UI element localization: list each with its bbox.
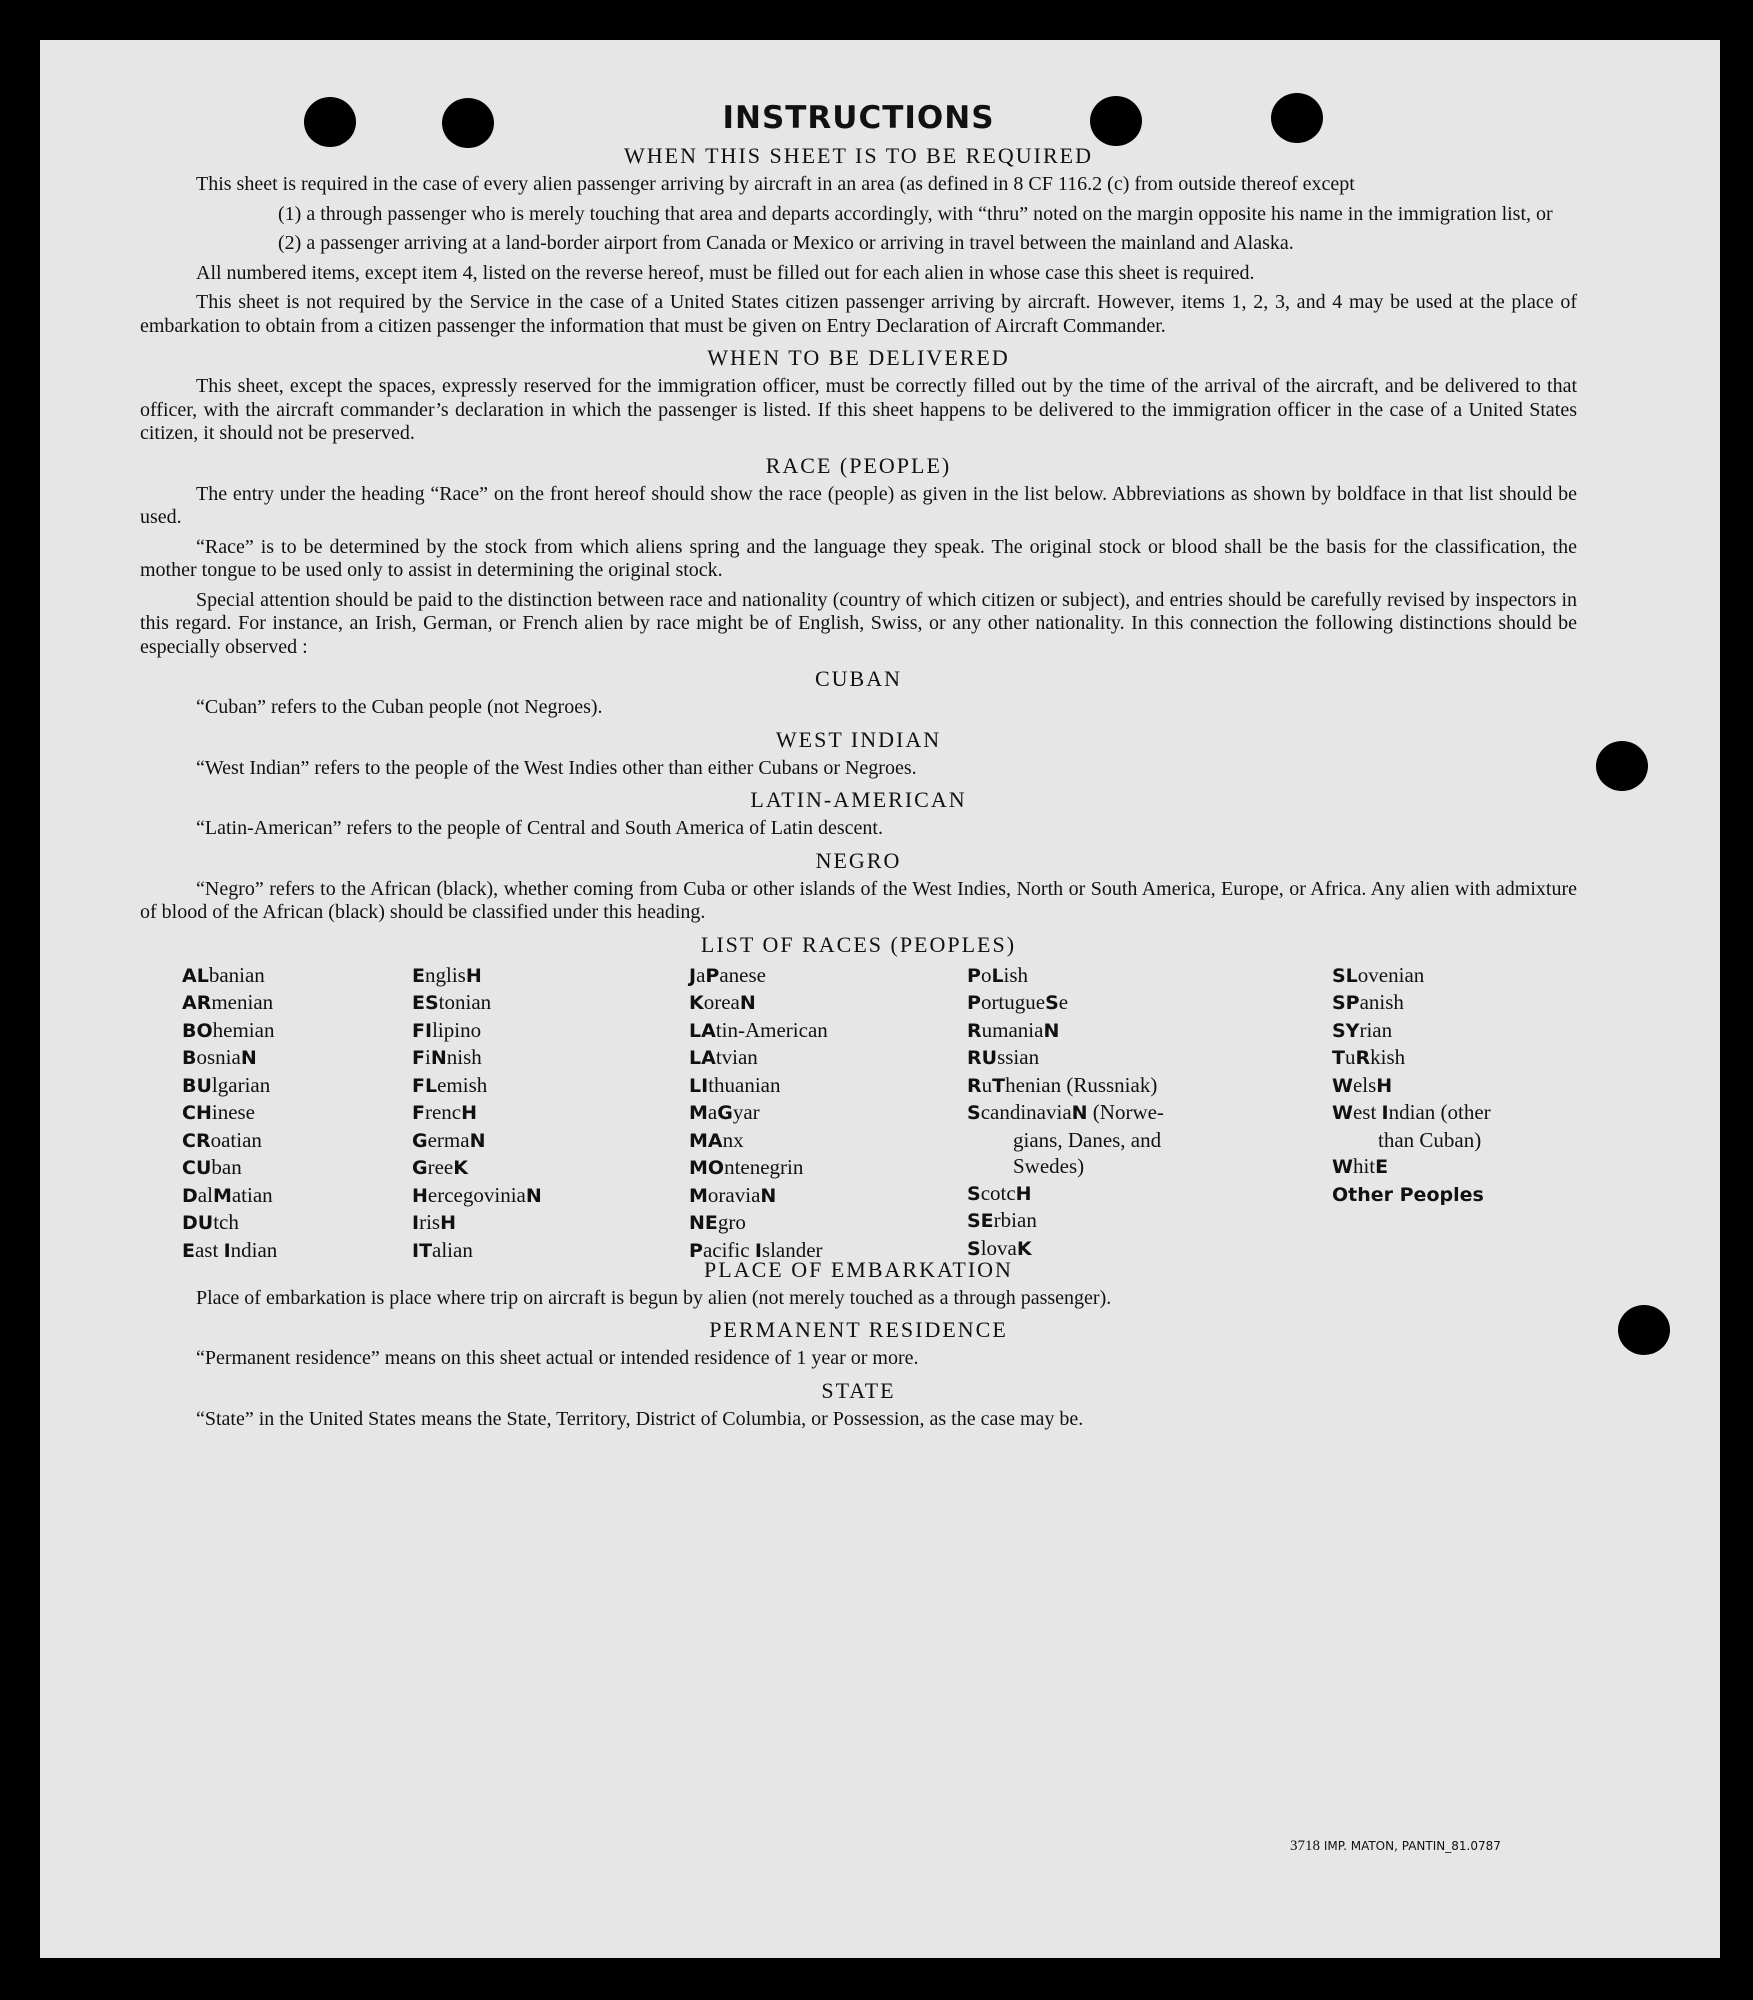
- race-abbreviation: LA: [689, 1047, 716, 1069]
- race-entry: [967, 1153, 1164, 1180]
- race-abbreviation: R: [967, 1074, 982, 1097]
- race-text: i: [424, 1045, 431, 1069]
- race-abbreviation: DU: [182, 1212, 214, 1234]
- race-abbreviation: NE: [689, 1212, 718, 1234]
- race-text: acific: [702, 1237, 755, 1262]
- race-abbreviation: H: [461, 1102, 478, 1124]
- race-abbreviation: H: [440, 1212, 456, 1234]
- race-text: thuanian: [708, 1072, 781, 1097]
- race-text: erma: [427, 1127, 470, 1152]
- race-text: ndian (other: [1388, 1100, 1491, 1124]
- race-text: lgarian: [211, 1072, 271, 1097]
- race-text: a: [696, 962, 706, 987]
- race-abbreviation: S: [967, 1237, 981, 1260]
- race-text: alian: [432, 1237, 473, 1262]
- race-abbreviation: AL: [182, 964, 209, 987]
- race-abbreviation: I: [223, 1239, 231, 1262]
- race-text: ast: [194, 1237, 224, 1262]
- race-abbreviation: FI: [412, 1019, 433, 1042]
- race-text: ercegovinia: [427, 1182, 526, 1207]
- race-text: tch: [213, 1210, 239, 1234]
- race-text: ortugue: [980, 990, 1046, 1014]
- race-abbreviation: P: [967, 964, 981, 987]
- race-entry: [182, 1237, 277, 1265]
- race-abbreviation: LI: [689, 1074, 709, 1097]
- paragraph-embarkation: Place of embarkation is place where trip on aircraft is begun by alien (not merely touched as a through passenger).: [196, 1286, 1112, 1309]
- race-abbreviation: IT: [412, 1239, 433, 1262]
- paragraph-state: “State” in the United States means the State, Territory, District of Columbia, or Possession, as the case may be.: [196, 1407, 1084, 1430]
- section-heading-embarkation: PLACE OF EMBARKATION: [704, 1256, 1013, 1282]
- race-abbreviation: P: [705, 964, 720, 987]
- race-text: lipino: [432, 1017, 482, 1042]
- race-entry: [1332, 1072, 1491, 1100]
- race-entry: [1332, 1153, 1491, 1181]
- race-entry: [967, 1072, 1164, 1100]
- race-abbreviation: RU: [967, 1047, 998, 1069]
- race-text: ntenegrin: [724, 1155, 804, 1179]
- race-text: banian: [208, 962, 265, 987]
- race-abbreviation: CR: [182, 1129, 211, 1152]
- race-text: tvian: [715, 1045, 758, 1069]
- race-abbreviation: N: [739, 992, 756, 1014]
- race-entry: [689, 989, 828, 1017]
- race-text: slander: [761, 1237, 823, 1262]
- race-abbreviation: N: [1071, 1102, 1088, 1124]
- race-abbreviation: S: [967, 1182, 981, 1205]
- race-entry: [689, 1182, 828, 1210]
- section-heading-state: STATE: [821, 1377, 896, 1403]
- race-entry: [967, 1099, 1164, 1127]
- race-abbreviation: N: [1043, 1019, 1060, 1042]
- race-abbreviation: K: [453, 1157, 468, 1179]
- race-text: u: [1344, 1045, 1356, 1069]
- race-entry: [689, 962, 828, 990]
- race-entry: [412, 1017, 542, 1045]
- race-text: oatian: [210, 1127, 262, 1152]
- race-text: osnia: [196, 1045, 241, 1069]
- section-heading-latin-american: LATIN-AMERICAN: [750, 787, 967, 812]
- race-abbreviation: P: [689, 1239, 703, 1262]
- race-entry: [182, 1044, 277, 1072]
- race-column-2: [412, 962, 542, 1265]
- race-text: gro: [717, 1210, 746, 1234]
- race-entry: [182, 1154, 277, 1182]
- race-abbreviation: FL: [412, 1074, 438, 1097]
- race-text: orea: [703, 990, 740, 1014]
- race-entry: [967, 962, 1164, 990]
- race-column-1: [182, 962, 277, 1265]
- race-text: rbian: [993, 1208, 1037, 1232]
- race-text: cotc: [980, 1180, 1016, 1205]
- race-entry: [412, 1044, 542, 1072]
- race-text: e: [1058, 990, 1069, 1014]
- race-entry: [689, 1154, 828, 1182]
- race-abbreviation: I: [754, 1239, 762, 1262]
- race-text: tonian: [438, 990, 492, 1014]
- paragraph-cuban: “Cuban” refers to the Cuban people (not Negroes).: [196, 696, 603, 718]
- race-entry: [412, 1182, 542, 1210]
- race-text: ndian: [230, 1237, 278, 1262]
- paragraph-required: This sheet is required in the case of every alien passenger arriving by aircraft in an area (as defined in 8 CF 116.2 (c) from outside thereof except: [196, 173, 1355, 195]
- race-abbreviation: CH: [182, 1102, 212, 1124]
- page-title: INSTRUCTIONS: [722, 100, 995, 136]
- race-entry: [1332, 1099, 1491, 1127]
- race-text: nish: [446, 1045, 482, 1069]
- race-abbreviation: E: [1375, 1156, 1389, 1178]
- race-abbreviation: J: [689, 964, 697, 987]
- paragraph-numbered-items: All numbered items, except item 4, listed on the reverse hereof, must be filled out for each alien in whose case this sheet is required.: [196, 261, 1255, 284]
- race-abbreviation: I: [412, 1212, 420, 1234]
- race-abbreviation: AR: [182, 992, 212, 1014]
- race-abbreviation: H: [465, 964, 482, 987]
- race-entry: [689, 1127, 828, 1155]
- race-text: rian: [1359, 1017, 1393, 1042]
- race-abbreviation: G: [717, 1102, 733, 1124]
- paragraph-race-entry: The entry under the heading “Race” on the front hereof should show the race (people) as given in the list below. Abbreviations as shown by boldface in that list should be used.: [140, 482, 1577, 528]
- race-entry: [1332, 1044, 1491, 1072]
- race-text: ree: [427, 1155, 454, 1179]
- race-text: ovenian: [1357, 962, 1425, 987]
- race-abbreviation: CU: [182, 1157, 212, 1179]
- race-entry: [182, 1127, 277, 1155]
- race-text: renc: [424, 1100, 462, 1124]
- race-entry: [412, 1154, 542, 1182]
- race-entry: [967, 1180, 1164, 1208]
- race-text: els: [1352, 1072, 1377, 1097]
- race-abbreviation: H: [412, 1184, 428, 1207]
- race-text: est: [1352, 1100, 1382, 1124]
- race-abbreviation: T: [1332, 1047, 1345, 1069]
- race-entry: [689, 1209, 828, 1237]
- race-abbreviation: E: [182, 1239, 195, 1262]
- race-abbreviation: S: [967, 1102, 981, 1124]
- race-text: ish: [1003, 962, 1029, 987]
- race-text: kish: [1370, 1045, 1406, 1069]
- section-heading-west-indian: WEST INDIAN: [775, 726, 942, 752]
- race-text: menian: [211, 990, 274, 1014]
- race-abbreviation: W: [1332, 1156, 1353, 1178]
- race-text: Swedes): [1013, 1154, 1085, 1178]
- race-abbreviation: K: [689, 992, 704, 1014]
- instructions-content: [140, 100, 1577, 1437]
- race-column-5: [1332, 962, 1491, 1209]
- race-entry: [182, 989, 277, 1017]
- race-entry: [967, 989, 1164, 1017]
- race-entry: [967, 1017, 1164, 1045]
- paragraph-race-stock: “Race” is to be determined by the stock from which aliens spring and the language they speak. The original stock or blood shall be the basis for the classification, the mother tongue to be used only to assist in determining the original stock.: [140, 535, 1577, 581]
- race-text: hemian: [212, 1017, 275, 1042]
- race-abbreviation: E: [412, 964, 425, 987]
- race-abbreviation: SY: [1332, 1019, 1360, 1042]
- race-text: u: [981, 1072, 993, 1097]
- paragraph-citizen: This sheet is not required by the Service in the case of a United States citizen passenger arriving by aircraft. However, items 1, 2, 3, and 4 may be used at the place of embarkation to obtain from a citizen passenger the information that must be given on Entry Declaration of Aircraft Commander.: [140, 291, 1577, 337]
- race-abbreviation: W: [1332, 1074, 1353, 1097]
- race-entry: [967, 1235, 1164, 1263]
- paragraph-west-indian: “West Indian” refers to the people of the West Indies other than either Cubans or Negroes.: [196, 756, 917, 779]
- race-text: than Cuban): [1378, 1127, 1482, 1152]
- race-entry: [967, 1044, 1164, 1072]
- race-entry: [689, 1017, 828, 1045]
- race-entry: [689, 1044, 828, 1072]
- race-entry: [182, 1072, 277, 1100]
- race-abbreviation: M: [212, 1184, 232, 1207]
- race-abbreviation: ES: [412, 992, 439, 1014]
- race-text: ssian: [997, 1045, 1040, 1069]
- race-text: anish: [1359, 990, 1404, 1014]
- race-abbreviation: SL: [1332, 964, 1358, 987]
- race-entry: [689, 1072, 828, 1100]
- race-abbreviation: W: [1332, 1102, 1353, 1124]
- printer-imprint: [1290, 1838, 1501, 1855]
- race-text: henian (Russniak): [1005, 1072, 1158, 1097]
- race-text: inese: [211, 1100, 256, 1124]
- section-heading-required: WHEN THIS SHEET IS TO BE REQUIRED: [624, 143, 1093, 168]
- race-entry: [412, 962, 542, 990]
- section-heading-delivered: WHEN TO BE DELIVERED: [707, 345, 1010, 370]
- race-entry: [1332, 1127, 1491, 1154]
- race-text: (Norwe-: [1087, 1100, 1164, 1124]
- race-abbreviation: MO: [689, 1157, 725, 1179]
- race-entry: [689, 1099, 828, 1127]
- race-entry: [1332, 962, 1491, 990]
- race-text: anese: [719, 962, 766, 987]
- race-abbreviation: N: [469, 1129, 486, 1152]
- race-abbreviation: Other Peoples: [1332, 1183, 1484, 1206]
- race-abbreviation: F: [412, 1047, 425, 1069]
- punch-hole: [1618, 1305, 1670, 1355]
- race-abbreviation: H: [1376, 1074, 1393, 1097]
- race-text: candinavia: [980, 1100, 1072, 1124]
- section-heading-list-of-races: LIST OF RACES (PEOPLES): [700, 931, 1017, 957]
- race-column-4: [967, 962, 1164, 1263]
- paragraph-exception-2: (2) a passenger arriving at a land-border airport from Canada or Mexico or arriving in travel between the mainland and Alaska.: [278, 232, 1294, 254]
- race-entry: [412, 1237, 542, 1265]
- race-abbreviation: N: [430, 1047, 447, 1069]
- form-number: 3718: [1290, 1838, 1320, 1854]
- race-abbreviation: N: [240, 1047, 257, 1069]
- paragraph-residence: “Permanent residence” means on this sheet actual or intended residence of 1 year or more.: [196, 1347, 919, 1369]
- section-heading-residence: PERMANENT RESIDENCE: [709, 1317, 1008, 1342]
- race-abbreviation: LA: [689, 1019, 716, 1042]
- race-text: gians, Danes, and: [1013, 1127, 1162, 1152]
- paragraph-delivered: This sheet, except the spaces, expressly reserved for the immigration officer, must be correctly filled out by the time of the arrival of the aircraft, and be delivered to that officer, with the aircraft commander’s declaration in which the passenger is listed. If this sheet happens to be delivered to the immigration officer in the case of a United States citizen, it should not be preserved.: [140, 375, 1577, 444]
- race-abbreviation: T: [992, 1074, 1006, 1097]
- race-abbreviation: SE: [967, 1210, 994, 1232]
- race-text: ris: [419, 1210, 441, 1234]
- race-text: o: [980, 962, 992, 987]
- race-abbreviation: MA: [689, 1129, 723, 1152]
- race-abbreviation: M: [689, 1184, 708, 1207]
- race-column-3: [689, 962, 828, 1265]
- race-text: tin-American: [715, 1017, 828, 1042]
- race-abbreviation: D: [182, 1184, 198, 1207]
- paragraph-latin-american: “Latin-American” refers to the people of Central and South America of Latin descent.: [196, 817, 883, 839]
- race-text: atian: [231, 1182, 273, 1207]
- paragraph-exception-1: (1) a through passenger who is merely touching that area and departs accordingly, with “thru” noted on the margin opposite his name in the immigration list, or: [278, 202, 1553, 225]
- race-text: a: [707, 1100, 718, 1124]
- race-abbreviation: R: [1355, 1047, 1371, 1069]
- race-abbreviation: P: [967, 992, 981, 1014]
- race-abbreviation: BU: [182, 1074, 212, 1097]
- race-entry: [412, 1072, 542, 1100]
- race-entry: [1332, 989, 1491, 1017]
- race-entry: [182, 1209, 277, 1237]
- race-abbreviation: I: [1381, 1102, 1389, 1124]
- race-abbreviation: G: [412, 1157, 428, 1179]
- race-abbreviation: S: [1045, 992, 1059, 1014]
- section-heading-cuban: CUBAN: [814, 666, 902, 691]
- race-entry: [1332, 1181, 1491, 1209]
- paragraph-negro: “Negro” refers to the African (black), whether coming from Cuba or other islands of the West Indies, North or South America, Europe, or Africa. Any alien with admixture of blood of the African (black) should be classified under this heading.: [140, 877, 1577, 923]
- race-text: umania: [981, 1017, 1044, 1042]
- race-text: oravia: [707, 1182, 761, 1207]
- race-entry: [182, 1099, 277, 1127]
- race-text: al: [197, 1182, 213, 1207]
- race-entry: [689, 1237, 828, 1265]
- printer-name: IMP. MATON, PANTIN_81.0787: [1323, 1839, 1501, 1853]
- race-text: nx: [722, 1127, 744, 1152]
- race-text: ban: [211, 1155, 242, 1179]
- race-list: [140, 962, 1577, 1262]
- race-abbreviation: L: [991, 964, 1004, 987]
- race-abbreviation: N: [760, 1184, 777, 1207]
- race-abbreviation: M: [689, 1102, 708, 1124]
- section-heading-negro: NEGRO: [815, 847, 902, 873]
- race-abbreviation: H: [1015, 1182, 1032, 1205]
- race-entry: [412, 1209, 542, 1237]
- race-entry: [182, 962, 277, 990]
- race-entry: [182, 1017, 277, 1045]
- race-abbreviation: N: [525, 1184, 542, 1207]
- punch-hole: [1596, 741, 1648, 791]
- race-entry: [1332, 1017, 1491, 1045]
- race-entry: [412, 989, 542, 1017]
- section-heading-race: RACE (PEOPLE): [765, 452, 952, 478]
- race-abbreviation: R: [967, 1019, 982, 1042]
- race-abbreviation: SP: [1332, 992, 1360, 1014]
- race-text: emish: [437, 1072, 488, 1097]
- race-abbreviation: F: [412, 1102, 425, 1124]
- race-entry: [967, 1207, 1164, 1235]
- race-abbreviation: B: [182, 1047, 197, 1069]
- paragraph-race-nationality: Special attention should be paid to the distinction between race and nationality (country of which citizen or subject), and entries should be carefully revised by inspectors in this regard. For instance, an Irish, German, or French alien by race might be of English, Swiss, or any other nationality. In this connection the following distinctions should be especially observed :: [140, 588, 1577, 658]
- race-abbreviation: G: [412, 1129, 428, 1152]
- race-text: nglis: [424, 962, 466, 987]
- race-text: hit: [1352, 1154, 1376, 1178]
- race-abbreviation: BO: [182, 1019, 213, 1042]
- race-text: lova: [980, 1235, 1017, 1260]
- race-entry: [412, 1099, 542, 1127]
- race-entry: [182, 1182, 277, 1210]
- race-text: yar: [732, 1100, 760, 1124]
- race-abbreviation: K: [1016, 1237, 1032, 1260]
- race-entry: [412, 1127, 542, 1155]
- race-entry: [967, 1127, 1164, 1154]
